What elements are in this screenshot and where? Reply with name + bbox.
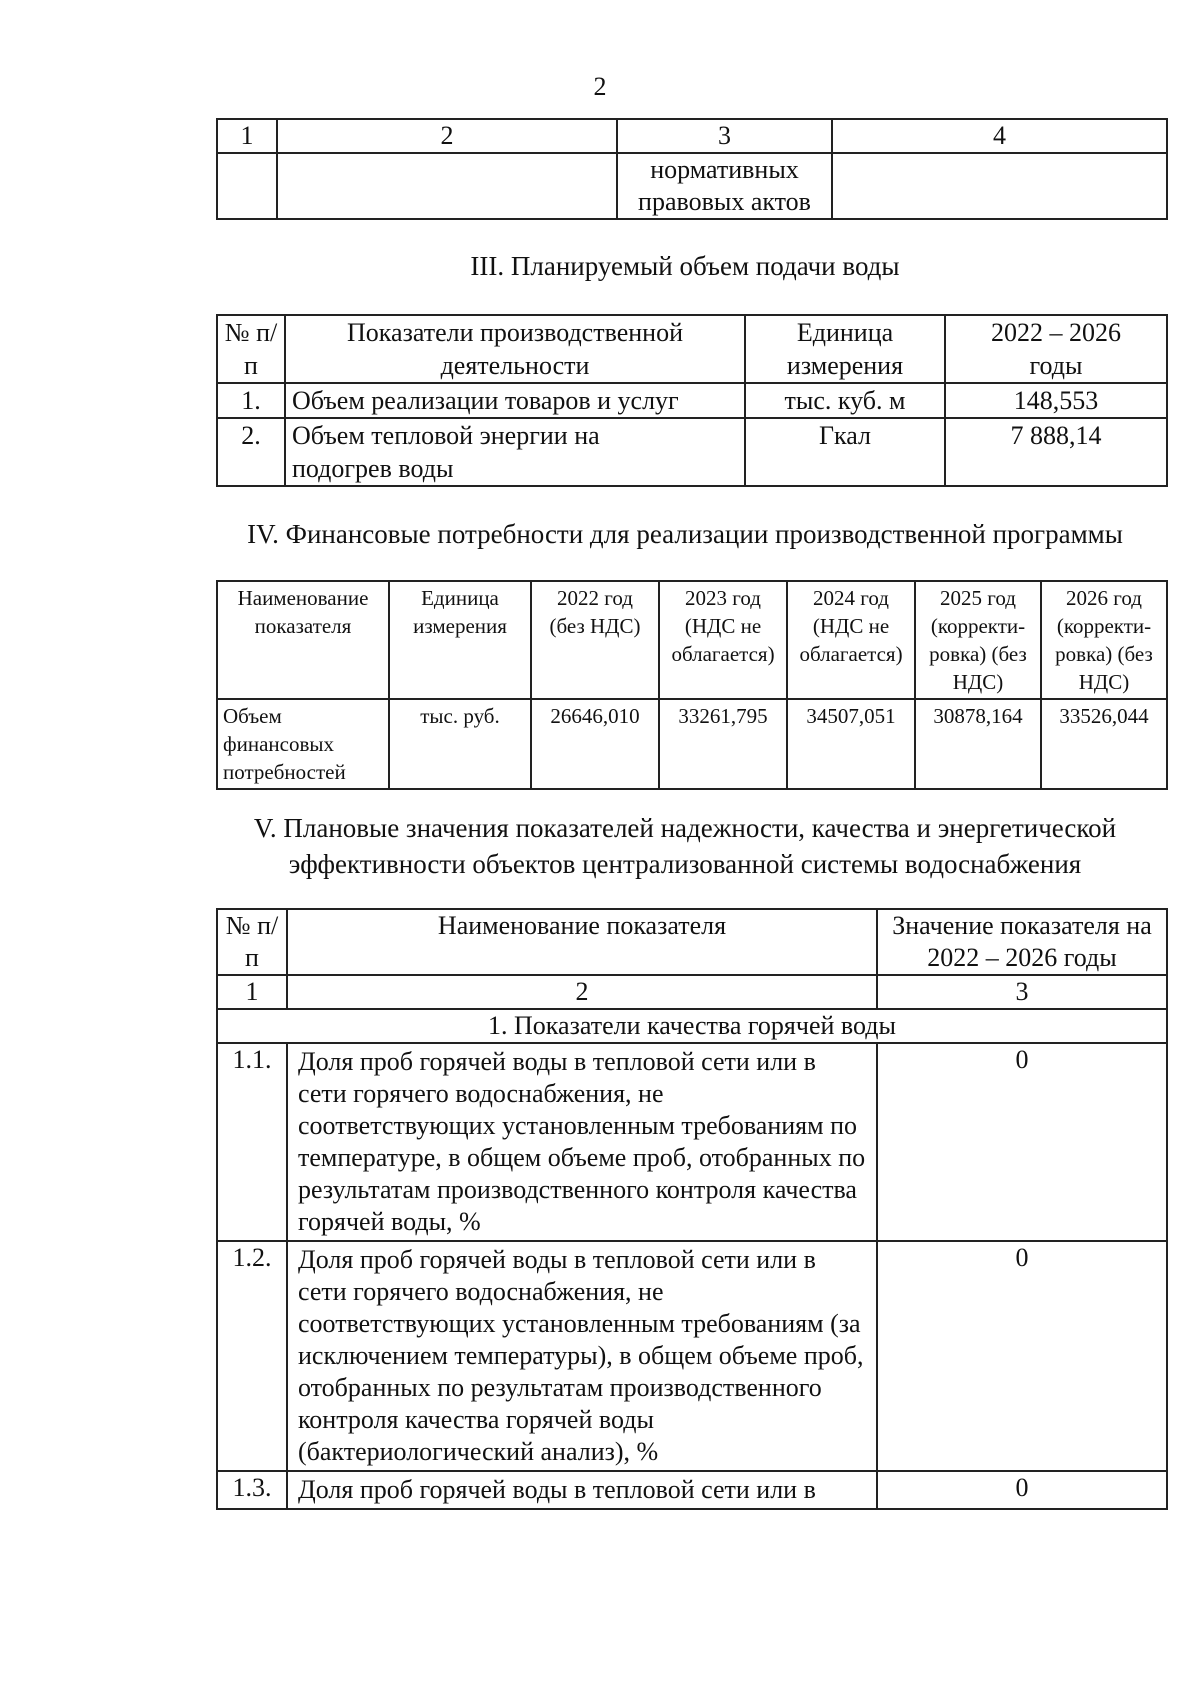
section-title-reliability-indicators: V. Плановые значения показателей надежности, качества и энергетической эффективности объектов централизованной системы водоснабжения [253, 813, 1117, 879]
table-header-cell: 2022 – 2026 годы [945, 315, 1167, 383]
table-cell: 1 [217, 975, 287, 1009]
table-header-cell: 2024 год (НДС не облагается) [787, 581, 915, 699]
table-row [217, 699, 1167, 789]
section-title-water-supply: III. Планируемый объем подачи воды [470, 251, 900, 281]
table-header-cell: 2025 год (корректи-ровка) (без НДС) [915, 581, 1041, 699]
table-cell [217, 153, 277, 219]
table-header-cell: Единица измерения [745, 315, 945, 383]
table-header-cell: 2022 год (без НДС) [531, 581, 659, 699]
table-cell: 0 [877, 1471, 1167, 1509]
table-header-cell: 4 [832, 119, 1167, 153]
table-header-row [217, 909, 1167, 975]
table-row [217, 1241, 1167, 1471]
table-cell: 34507,051 [787, 699, 915, 789]
table-row [217, 1471, 1167, 1509]
water-supply-table [216, 314, 1168, 487]
section-title-financial-needs: IV. Финансовые потребности для реализации производственной программы [247, 519, 1123, 549]
table-column-number-row [217, 975, 1167, 1009]
table-cell: 2 [287, 975, 877, 1009]
table-cell: Доля проб горячей воды в тепловой сети или в сети горячего водоснабжения, не соответствующих установленным требованиям по температуре, в общем объеме проб, отобранных по результатам производственного контроля качества горячей воды, % [287, 1043, 877, 1241]
table-row [217, 418, 1167, 486]
table-cell: тыс. куб. м [745, 383, 945, 418]
table-row [217, 383, 1167, 418]
table-row [217, 1043, 1167, 1241]
table-header-cell: 2 [277, 119, 617, 153]
table-cell: 0 [877, 1043, 1167, 1241]
table-header-cell: 3 [617, 119, 832, 153]
table-cell: 3 [877, 975, 1167, 1009]
table-header-cell: 1 [217, 119, 277, 153]
table-cell: 0 [877, 1241, 1167, 1471]
table-cell: 7 888,14 [945, 418, 1167, 486]
table-header-row [217, 119, 1167, 153]
table-header-cell: Показатели производственной деятельности [285, 315, 745, 383]
table-cell: 1. [217, 383, 285, 418]
table-cell: Объем реализации товаров и услуг [285, 383, 745, 418]
table-cell: 1.2. [217, 1241, 287, 1471]
table-cell: Гкал [745, 418, 945, 486]
table-cell: 1.1. [217, 1043, 287, 1241]
table-header-cell: № п/п [217, 315, 285, 383]
table-cell: 148,553 [945, 383, 1167, 418]
table-header-cell: Наименование показателя [287, 909, 877, 975]
table-cell [277, 153, 617, 219]
table-header-row [217, 581, 1167, 699]
page-number: 2 [593, 72, 607, 101]
table-cell: 33526,044 [1041, 699, 1167, 789]
table-cell: тыс. руб. [389, 699, 531, 789]
group-title: 1. Показатели качества горячей воды [217, 1009, 1167, 1043]
table-cell: Объем финансовых потребностей [217, 699, 389, 789]
table-cell: Доля проб горячей воды в тепловой сети или в сети горячего водоснабжения, не соответствующих установленным требованиям (за исключением температуры), в общем объеме проб, отобранных по результатам производственного контроля качества горячей воды (бактериологический анализ), % [287, 1241, 877, 1471]
table-header-cell: № п/п [217, 909, 287, 975]
table-group-row [217, 1009, 1167, 1043]
table-header-row [217, 315, 1167, 383]
table-cell [832, 153, 1167, 219]
table-cell: Объем тепловой энергии на подогрев воды [285, 418, 745, 486]
continuation-table [216, 118, 1168, 220]
table-cell: 30878,164 [915, 699, 1041, 789]
table-cell: 2. [217, 418, 285, 486]
financial-needs-table [216, 580, 1168, 790]
table-cell: 1.3. [217, 1471, 287, 1509]
table-cell: Доля проб горячей воды в тепловой сети или в [287, 1471, 877, 1509]
table-cell: 33261,795 [659, 699, 787, 789]
table-header-cell: 2026 год (корректи-ровка) (без НДС) [1041, 581, 1167, 699]
table-header-cell: 2023 год (НДС не облагается) [659, 581, 787, 699]
table-header-cell: Единица измерения [389, 581, 531, 699]
reliability-indicators-table [216, 908, 1168, 1510]
table-cell: 26646,010 [531, 699, 659, 789]
table-header-cell: Значение показателя на 2022 – 2026 годы [877, 909, 1167, 975]
table-row [217, 153, 1167, 219]
table-header-cell: Наименование показателя [217, 581, 389, 699]
table-cell: нормативных правовых актов [617, 153, 832, 219]
